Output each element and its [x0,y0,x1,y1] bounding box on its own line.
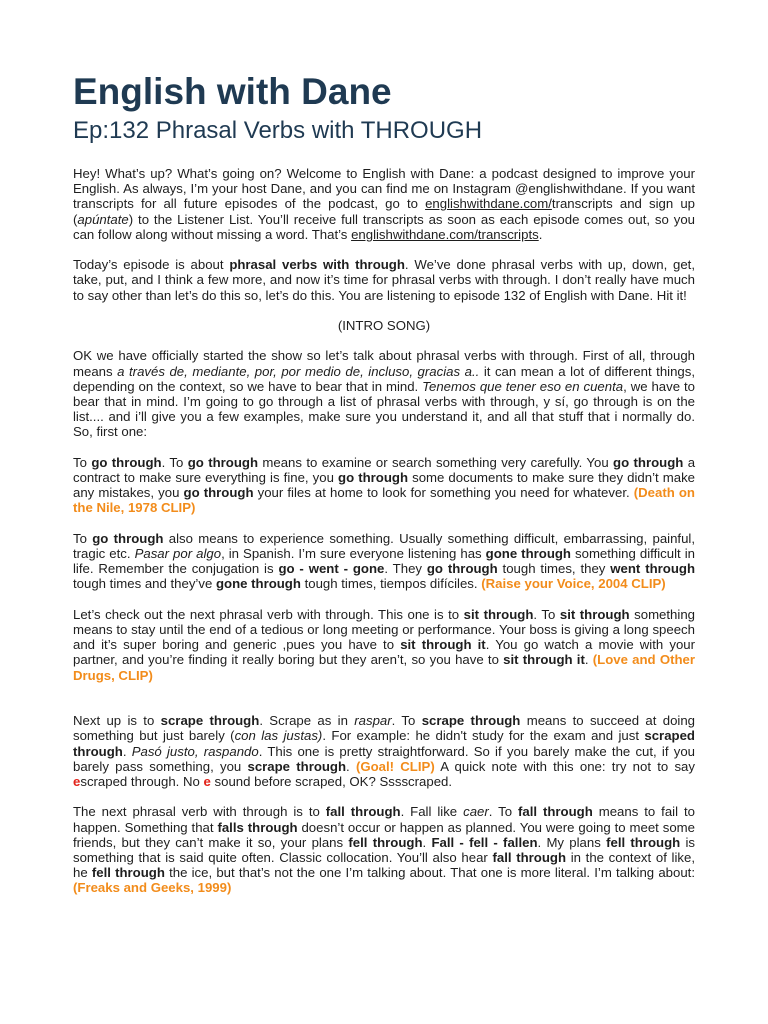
bold-term: go through [183,485,254,501]
text: Today’s episode is about [73,257,230,273]
bold-term: go through [338,470,409,485]
clip-reference: (Freaks and Geeks, 1999) [73,880,232,896]
text: tough times and they’ve [73,576,216,592]
text: The next phrasal verb with through is to [73,804,326,820]
text: . To [391,713,422,729]
text: some documents to make sure they didn’t make any mistakes, you [73,470,696,501]
bold-term: went through [610,561,695,577]
italic-text: Tenemos que tener eso en cuenta [422,378,624,394]
text: . For example: he didn't study for the exam and just [322,728,645,744]
text: something difficult in life. Remember the conjugation is [73,546,695,577]
text: it can mean a lot of different things, depending on the context, so we have to bear that in mind. [73,363,696,394]
clip-reference: (Goal! CLIP) [355,758,435,774]
italic-text: apúntate [77,211,129,227]
text: . Fall like [400,804,464,820]
italic-text: Pasó justo, raspando [131,743,259,759]
text: . [346,758,356,774]
paragraph-through-meaning [73,348,695,439]
bold-term: sit through it [503,652,585,668]
bold-term: gone through [485,546,571,561]
text: your files at home to look for something you need for whatever. [253,485,634,501]
paragraph-go-through-experience [73,531,695,592]
italic-text: a través de, mediante, por, por medio de, incluso, gracias a.. [117,363,480,379]
text: . [538,226,543,242]
italic-text: Pasar por algo [134,546,222,561]
text: also means to experience something. Usually something difficult, embarrassing, painful, tragic etc. [73,530,696,561]
text: means to fail to happen. Something that [73,804,695,835]
bold-term: scraped through [73,728,695,759]
bold-term: scrape through [421,713,521,729]
text: . To [488,804,518,820]
text: sound before scraped, OK? Sssscraped. [210,774,453,790]
clip-reference: (Death on the Nile, 1978 CLIP) [73,485,695,516]
text: scraped through. No [80,774,204,790]
bold-term: falls through [217,819,298,835]
text: tough times, tiempos difíciles. [300,576,482,592]
page-title: English with Dane [73,71,392,112]
text: To [73,454,92,470]
text: . [122,743,132,759]
bold-term: fell through [606,834,681,850]
text: , in Spanish. I’m sure everyone listening has [221,546,486,561]
text: . [422,834,432,850]
text: . This one is pretty straightforward. So if you barely make the cut, if you barely pass something, you [73,743,696,774]
bold-term: fall through [492,850,567,866]
text: ) to the Listener List. You’ll receive full transcripts as soon as each episode comes out, so you can follow along without missing a word. That’s [73,211,695,242]
clip-reference: (Love and Other Drugs, CLIP) [73,652,696,683]
highlighted-letter: e [73,774,81,790]
bold-term: go through [187,454,259,470]
text: tough times, they [497,561,611,577]
text: is something that is said quite often. Classic collocation. You’ll also hear [73,834,696,866]
paragraph-scrape-through [73,713,695,789]
bold-term: go through [92,530,164,546]
text: . You go watch a movie with your partner, and you’re finding it really boring but they aren’t, so you have to [73,637,696,668]
bold-term: go - went - gone [278,561,385,577]
text: Hey! What’s up? What’s going on? Welcome to English with Dane: a podcast designed to improve your English. As always, I’m your host Dane, and you can find me on Instagram @englishwithdane. If you want transcripts for all future episodes of the podcast, go to [73,166,695,212]
clip-reference: (Raise your Voice, 2004 CLIP) [481,576,666,592]
text: . [584,652,593,668]
bold-term: fall through [517,804,593,820]
intro-song-label: (INTRO SONG) [337,318,431,333]
text: means to examine or search something very carefully. You [258,454,614,470]
highlighted-letter: e [203,774,211,790]
italic-text: caer [463,804,489,820]
text: OK we have officially started the show so let’s talk about phrasal verbs with through. First of all, through means [73,348,695,379]
text: . Scrape as in [259,713,355,729]
bold-term: fell through [91,865,165,881]
bold-term: phrasal verbs with through [229,257,405,273]
paragraph-sit-through [73,607,695,683]
transcript-body [73,166,695,896]
bold-term: go through [613,454,684,470]
paragraph-go-through-examine [73,455,695,516]
italic-text: con las justas) [234,728,323,744]
text: Next up is to [73,713,161,729]
bold-term: scrape through [160,713,260,729]
paragraph-fall-through [73,804,695,895]
text: . They [384,561,427,577]
text: To [73,530,93,546]
text: , we have to bear that in mind. I’m going to go through a list of phrasal verbs with through, y sí, go through is on the list.... and i’ll give you a few examples, make sure you understand it, and all that stuff that i normally do. So, first one: [73,378,695,440]
bold-term: fell through [348,834,423,850]
text: A quick note with this one: try not to say [434,758,695,774]
italic-text: raspar [354,713,392,729]
bold-term: go through [426,561,498,577]
paragraph-intro [73,166,695,242]
text: . To [533,606,560,622]
bold-term: go through [91,454,162,470]
text: the ice, but that’s not the one I’m talking about. That one is more literal. I’m talking about: [164,865,695,881]
text: . We’ve done phrasal verbs with up, down, get, take, put, and I think a few more, and now it’s time for phrasal verbs with through. I don’t really have much to say other than let’s do this so, let’s do this. You are listening to episode 132 of English with Dane. Hit it! [73,257,696,303]
bold-term: Fall - fell - fallen [431,834,538,850]
episode-subtitle: Ep:132 Phrasal Verbs with THROUGH [73,117,483,144]
transcripts-link-full[interactable]: englishwithdane.com/transcripts [351,226,539,242]
bold-term: sit through [559,606,630,622]
bold-term: gone through [215,576,301,592]
text: . My plans [537,834,607,850]
bold-term: scrape through [247,758,347,774]
text: a contract to make sure everything is fine, you [73,454,696,485]
paragraph-topic [73,257,695,303]
text: something means to stay until the end of a tedious or long meeting or performance. Your boss is giving a long speech and it’s super boring and generic ,pues you have to [73,606,695,653]
text: in the context of like, he [73,850,695,881]
transcripts-link[interactable]: englishwithdane.com/ [425,196,552,212]
bold-term: sit through [463,606,534,622]
bold-term: fall through [325,804,401,820]
text: means to succeed at doing something but just barely ( [73,713,695,744]
text: Let’s check out the next phrasal verb with through. This one is to [73,606,464,622]
text: doesn’t occur or happen as planned. You were going to meet some friends, but they can’t make it so, your plans [73,819,695,850]
text: transcripts and sign up ( [73,196,695,227]
text: . To [161,454,188,470]
bold-term: sit through it [400,637,486,653]
